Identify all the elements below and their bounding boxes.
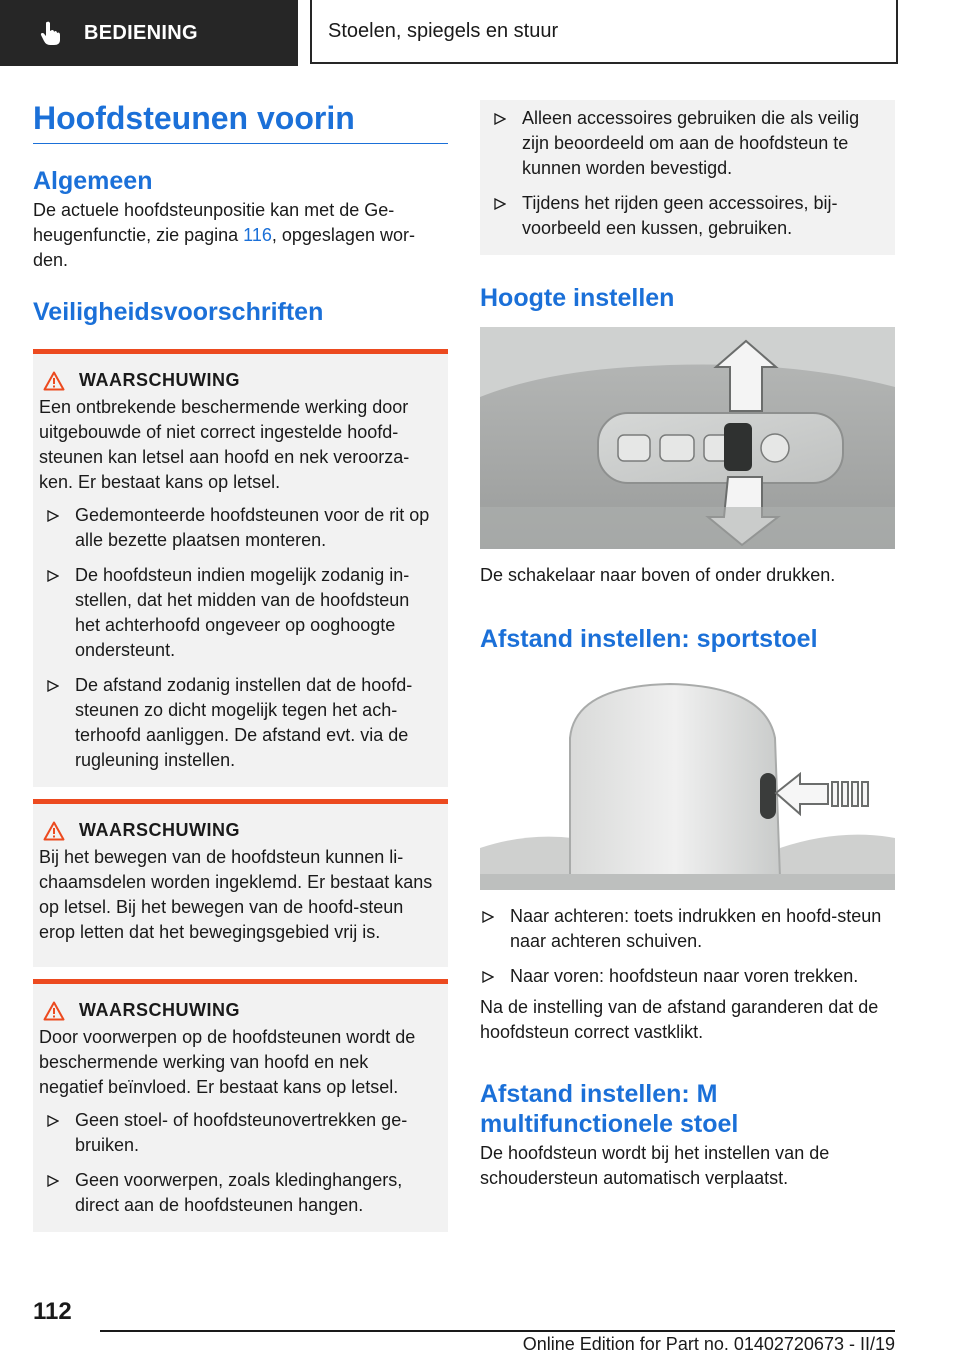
- list-item: Geen stoel- of hoofdsteunovertrekken ge-bruiken.: [39, 1108, 436, 1158]
- list-item: Tijdens het rijden geen accessoires, bij-voorbeeld een kussen, gebruiken.: [486, 191, 883, 241]
- chapter-title: Stoelen, spiegels en stuur: [328, 19, 559, 42]
- warning-triangle-icon: [43, 1001, 65, 1021]
- triangle-bullet-icon: [47, 1115, 59, 1127]
- warning-continuation: [480, 100, 895, 255]
- seat-switch-photo: [480, 327, 895, 549]
- triangle-bullet-icon: [47, 510, 59, 522]
- warning-list: [486, 106, 883, 241]
- headrest-photo: [480, 678, 895, 890]
- heading-general: Algemeen: [33, 167, 153, 195]
- hand-pointer-icon: [38, 20, 64, 46]
- right-column: [480, 100, 895, 1191]
- edition-text: Online Edition for Part no. 01402720673 - II/19: [522, 1334, 895, 1354]
- section-tab: [0, 0, 298, 66]
- list-item: Gedemonteerde hoofdsteunen voor de rit op alle bezette plaatsen monteren.: [39, 503, 436, 553]
- warning-text: Door voorwerpen op de hoofdsteunen wordt de beschermende werking van hoofd en nek negatief beïnvloed. Er bestaat kans op letsel.: [39, 1027, 416, 1097]
- triangle-bullet-icon: [47, 680, 59, 692]
- triangle-bullet-icon: [494, 198, 506, 210]
- warning-text: Bij het bewegen van de hoofdsteun kunnen li-chaamsdelen worden ingeklemd. Er bestaat kans op letsel. Bij het bewegen van de hoofd-steun erop letten dat het bewegingsgebied vrij is.: [39, 847, 433, 942]
- triangle-bullet-icon: [47, 1175, 59, 1187]
- page-number: 112: [33, 1298, 72, 1325]
- list-item: De afstand zodanig instellen dat de hoofd-steunen zo dicht mogelijk tegen het ach-terhoofd aanliggen. De afstand evt. via de rugleuning instellen.: [39, 673, 436, 773]
- list-item: Naar voren: hoofdsteun naar voren trekken.: [480, 964, 895, 989]
- page-header: [0, 0, 960, 66]
- heading-safety: Veiligheidsvoorschriften: [33, 298, 324, 326]
- warning-text: Een ontbrekende beschermende werking door uitgebouwde of niet correct ingestelde hoofd-steunen kan letsel aan hoofd en nek veroorza-ken. Er bestaat kans op letsel.: [39, 397, 410, 492]
- triangle-bullet-icon: [47, 570, 59, 582]
- list-item: Geen voorwerpen, zoals kledinghangers, direct aan de hoofdsteunen hangen.: [39, 1168, 436, 1218]
- heading-height: Hoogte instellen: [480, 284, 675, 312]
- chapter-tab: [310, 0, 898, 64]
- warning-header: [39, 370, 436, 391]
- triangle-bullet-icon: [482, 911, 494, 923]
- triangle-bullet-icon: [482, 971, 494, 983]
- heading-sport: Afstand instellen: sportstoel: [480, 625, 818, 653]
- warning-label: WAARSCHUWING: [79, 1000, 240, 1020]
- warning-header: [39, 1000, 436, 1021]
- warning-list: [39, 1108, 436, 1218]
- list-item: Naar achteren: toets indrukken en hoofd-steun naar achteren schuiven.: [480, 904, 895, 954]
- page-title: Hoofdsteunen voorin: [33, 100, 448, 144]
- sport-text: Na de instelling van de afstand garanderen dat de hoofdsteun correct vastklikt.: [480, 997, 879, 1042]
- warning-list: [39, 503, 436, 773]
- left-column: [33, 100, 448, 1232]
- triangle-bullet-icon: [494, 113, 506, 125]
- warning-header: [39, 820, 436, 841]
- warning-triangle-icon: [43, 821, 65, 841]
- warning-box-2: [33, 799, 448, 967]
- heading-mseat: Afstand instellen: M multifunctionele stoel: [480, 1080, 739, 1138]
- warning-label: WAARSCHUWING: [79, 820, 240, 840]
- height-caption: De schakelaar naar boven of onder drukken.: [480, 565, 836, 585]
- warning-box-1: [33, 349, 448, 787]
- mseat-text: De hoofdsteun wordt bij het instellen van de schoudersteun automatisch verplaatst.: [480, 1143, 830, 1188]
- page-link[interactable]: 116: [243, 225, 272, 245]
- warning-label: WAARSCHUWING: [79, 370, 240, 390]
- list-item: Alleen accessoires gebruiken die als veilig zijn beoordeeld om aan de hoofdsteun te kunnen worden bevestigd.: [486, 106, 883, 181]
- warning-box-3: [33, 979, 448, 1232]
- general-text: De actuele hoofdsteunpositie kan met de Ge-heugenfunctie, zie pagina 116, opgeslagen wor-den.: [33, 200, 415, 270]
- sport-list: [480, 904, 895, 989]
- warning-triangle-icon: [43, 371, 65, 391]
- list-item: De hoofdsteun indien mogelijk zodanig in-stellen, dat het midden van de hoofdsteun het achterhoofd ongeveer op ooghoogte ondersteunt.: [39, 563, 436, 663]
- section-tab-label: BEDIENING: [84, 21, 198, 44]
